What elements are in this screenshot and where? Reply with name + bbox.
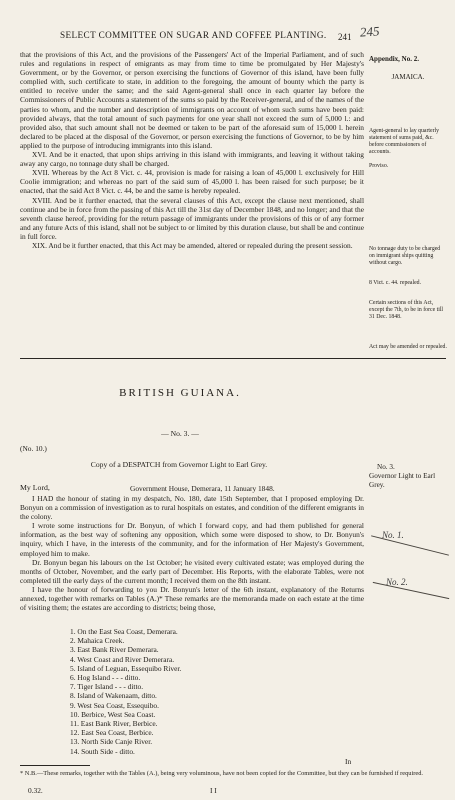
despatch-paragraph-4: I have the honour of forwarding to you Dr. Bonyun's letter of the 6th instant, explanatory of the Returns annexed, together with remarks on Tables (A.)* These remarks are the memoranda made on each estate at the time of visiting them; the estates are according to districts; being those,	[20, 584, 364, 613]
margin-note-agent-general: Agent-general to lay quarterly statement of sums paid, &c. before commissioners of accounts.	[369, 128, 440, 156]
margin-note-repealed: 8 Vict. c. 44. repealed.	[369, 280, 422, 286]
margin-note-tonnage: No tonnage duty to be charged on immigrant ships quitting without cargo.	[369, 246, 441, 267]
list-item: 10. Berbice, West Sea Coast.	[70, 709, 156, 719]
running-header: SELECT COMMITTEE ON SUGAR AND COFFEE PLANTING.	[60, 30, 327, 40]
salutation: My Lord,	[20, 483, 50, 492]
despatch-paragraph-2: I wrote some instructions for Dr. Bonyun, of which I forward copy, and had them published for general information, as the best way of softening any opposition, which some were disposed to show, to Dr. Bonyun's inquiry, which I have, in the interests of the community, and for the information of Her Majesty's Government, employed him to make.	[20, 521, 364, 558]
list-item: 2. Mahaica Creek.	[70, 636, 125, 646]
act-text-block	[20, 50, 364, 250]
section-title: BRITISH GUIANA.	[119, 387, 241, 399]
footnote-rule	[20, 765, 90, 766]
margin-note-amend: Act may be amended or repealed.	[369, 344, 447, 350]
list-item: 5. Island of Leguan, Essequibo River.	[70, 663, 182, 673]
list-item: 3. East Bank River Demerara.	[70, 645, 159, 655]
handwritten-annotation-2: No. 2.	[386, 577, 408, 587]
margin-despatch-from: Governor Light to Earl Grey.	[369, 472, 436, 489]
handwritten-page-number: 245	[359, 23, 380, 40]
catchword: In	[345, 757, 352, 766]
act-clause-18: XVIII. And be it further enacted, that the several clauses of this Act, except the clause next mentioned, shall continue and be in force from the passing of this Act till the 31st day of December 1848, and no longer; and that the seventh clause hereof, providing for the return passage of immigrants under the provisions of this or of any former and any future Acts of this island, shall not be subject to or limited by this duration clause, but shall be and continue in full force.	[20, 195, 364, 241]
footer-signature: I I	[210, 786, 217, 795]
page-number: 241	[338, 32, 352, 42]
margin-note-duration: Certain sections of this Act, except the 7th, to be in force till 31 Dec. 1848.	[369, 300, 444, 321]
margin-note-proviso: Proviso.	[369, 163, 389, 169]
despatch-title: Copy of a DESPATCH from Governor Light to Earl Grey.	[90, 460, 268, 469]
handwritten-annotation-1: No. 1.	[382, 530, 404, 540]
act-clause-19: XIX. And be it further enacted, that this Act may be amended, altered or repealed during the present session.	[32, 240, 353, 250]
section-divider	[20, 358, 446, 359]
despatch-paragraph-1: I HAD the honour of stating in my despatch, No. 180, date 15th September, that I proposed employing Dr. Bonyun on a commission of investigation as to rural hospitals on estates, and condition of the different emigrants in the colony.	[20, 494, 364, 522]
despatch-body	[20, 494, 364, 612]
list-item: 6. Hog Island - - - ditto.	[70, 673, 141, 683]
jamaica-label: JAMAICA.	[391, 73, 425, 81]
handwritten-stroke-1	[371, 535, 449, 555]
list-item: 7. Tiger Island - - - ditto.	[70, 682, 144, 692]
list-item: 8. Island of Wakenaam, ditto.	[70, 691, 157, 701]
handwritten-stroke-2	[373, 582, 450, 599]
list-item: 13. North Side Canje River.	[70, 737, 153, 747]
list-item: 4. West Coast and River Demerara.	[70, 654, 175, 664]
dateline: Government House, Demerara, 11 January 1848.	[130, 484, 275, 493]
list-item: 11. East Bank River, Berbice.	[70, 719, 158, 729]
act-clause-17: XVII. Whereas by the Act 8 Vict. c. 44, provision is made for raising a loan of 45,000 l. exclusively for Hill Coolie immigration; and whereas no part of the said sum of 45,000 l. has been raised for such purpose; be it enacted, that the said Act 8 Vict. c. 44, be and the same is hereby repealed.	[20, 168, 364, 196]
despatch-paragraph-3: Dr. Bonyun began his labours on the 1st October; he visited every cultivated estate; was employed during the months of October, November, and the early part of December. His Reports, with the elaborate Tables, were not completed till the early days of the current month; I received them on the 8th instant.	[20, 557, 364, 585]
act-clause-16: XVI. And be it enacted, that upon ships arriving in this island with immigrants, and leaving it without taking away any cargo, no tonnage duty shall be charged.	[20, 150, 364, 169]
districts-list	[70, 627, 340, 756]
list-item: 9. West Sea Coast, Essequibo.	[70, 700, 159, 710]
list-item: 12. East Sea Coast, Berbice.	[70, 728, 154, 738]
document-number: (No. 10.)	[20, 444, 47, 453]
act-paragraph: that the provisions of this Act, and the provisions of the Passengers' Act of the Imperial Parliament, and of such rules and regulations in respect of emigrants as may from time to time be promulgated by Her Majesty's Government, or by the Governor, or person exercising the functions of Governor of this island, have been fully complied with, such certificate to state, in addition to the foregoing, the amount of bounty which the party is entitled to receive under the same; and the said Agent-general shall once in each quarter lay before the Commissioners of Public Accounts a statement of the sums so paid by the Receiver-general, and of the names of the parties to whom, and the number and description of immigrants on account of whom such sums have been paid: provided always, that the total amount of such payments for one year shall not exceed the sum of 5,000 l.: and provided also, that such amount shall not be deemed or taken to be part of the aforesaid sum of 15,000 l. herein declared to be placed at the disposal of the Governor, or person exercising the functions of Governor, to be by him applied to the purpose of introducing immigrants into this island.	[20, 50, 364, 150]
appendix-label: Appendix, No. 2.	[369, 55, 419, 63]
footer-code: 0.32.	[28, 786, 43, 795]
footnote: * N.B.—These remarks, together with the Tables (A.), being very voluminous, have not been copied for the Committee, but they can be furnished if required.	[20, 770, 423, 777]
list-item: 1. On the East Sea Coast, Demerara.	[70, 627, 178, 636]
list-item: 14. South Side - ditto.	[70, 746, 135, 756]
section-number: — No. 3. —	[161, 429, 199, 438]
margin-despatch-number: No. 3.	[377, 463, 395, 471]
